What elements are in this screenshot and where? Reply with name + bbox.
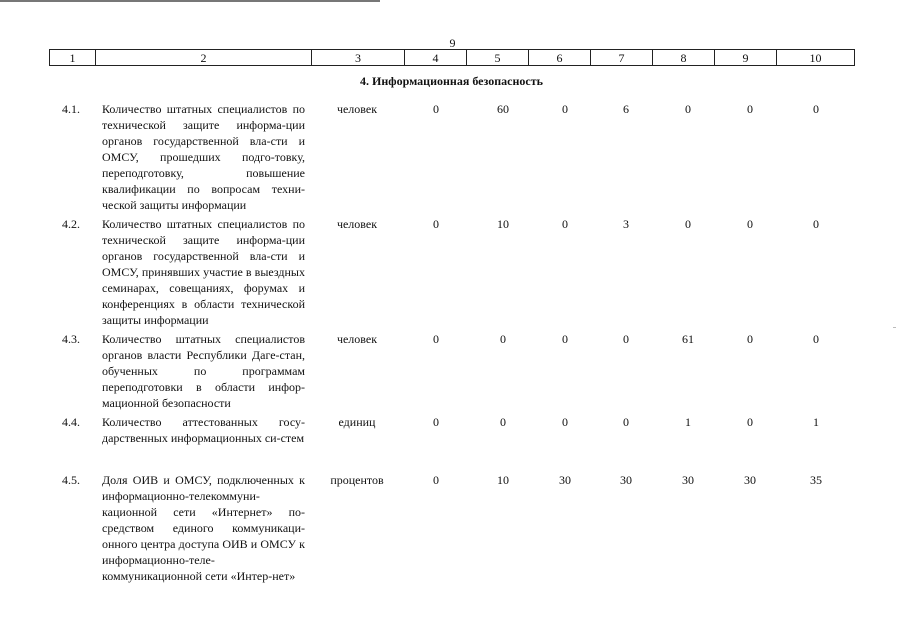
scan-edge-line — [0, 0, 380, 2]
row-value-col6: 0 — [562, 102, 568, 116]
row-value-col7: 6 — [623, 102, 629, 116]
row-value-col4: 0 — [433, 473, 439, 487]
row-value-col4: 0 — [433, 415, 439, 429]
header-col-10: 10 — [777, 50, 855, 66]
row-value-col10: 0 — [813, 332, 819, 346]
row-value-col8: 61 — [682, 332, 694, 346]
row-description: Количество штатных специалистов по технической защите информа-ции органов государственной вла-сти и ОМСУ, принявших участие в выездных семинарах, совещаниях, форумах и конференциях в области технической защиты информации — [102, 217, 305, 327]
row-value-col5: 0 — [500, 415, 506, 429]
row-value-col7: 0 — [623, 415, 629, 429]
row-value-col9: 0 — [747, 332, 753, 346]
row-number: 4.1. — [62, 102, 80, 116]
row-value-col6: 0 — [562, 332, 568, 346]
row-value-col5: 0 — [500, 332, 506, 346]
header-col-4: 4 — [405, 50, 467, 66]
row-value-col4: 0 — [433, 332, 439, 346]
row-description: Количество штатных специалистов органов власти Республики Даге-стан, обученных по программам переподготовки в области инфор-мационной безопасности — [102, 332, 305, 410]
row-value-col8: 0 — [685, 217, 691, 231]
header-col-8: 8 — [653, 50, 715, 66]
header-row — [50, 50, 855, 66]
header-col-6: 6 — [529, 50, 591, 66]
row-value-col6: 0 — [562, 415, 568, 429]
header-col-1: 1 — [50, 50, 96, 66]
page-number: 9 — [449, 36, 456, 50]
row-description: Доля ОИВ и ОМСУ, подключенных к информационно-телекоммуни-кационной сети «Интернет» по-средством единого коммуникаци-онного центра доступа ОИВ и ОМСУ к информационно-теле-коммуникационной сети «Интер-нет» — [102, 473, 305, 583]
row-value-col9: 0 — [747, 415, 753, 429]
row-value-col4: 0 — [433, 217, 439, 231]
row-number: 4.4. — [62, 415, 80, 429]
header-col-5: 5 — [467, 50, 529, 66]
row-unit: процентов — [330, 473, 384, 487]
row-number: 4.2. — [62, 217, 80, 231]
row-number: 4.3. — [62, 332, 80, 346]
row-value-col9: 30 — [744, 473, 756, 487]
row-value-col10: 0 — [813, 217, 819, 231]
row-value-col4: 0 — [433, 102, 439, 116]
scan-speck — [893, 327, 896, 328]
row-number: 4.5. — [62, 473, 80, 487]
row-value-col6: 30 — [559, 473, 571, 487]
section-title: 4. Информационная безопасность — [360, 74, 543, 88]
row-unit: человек — [336, 332, 378, 346]
row-value-col8: 0 — [685, 102, 691, 116]
header-col-3: 3 — [312, 50, 405, 66]
row-value-col6: 0 — [562, 217, 568, 231]
header-col-2: 2 — [96, 50, 312, 66]
row-description: Количество аттестованных госу-дарственных информационных си-стем — [102, 415, 305, 445]
row-value-col5: 60 — [497, 102, 509, 116]
header-col-7: 7 — [591, 50, 653, 66]
row-value-col10: 0 — [813, 102, 819, 116]
row-value-col7: 0 — [623, 332, 629, 346]
row-value-col5: 10 — [497, 217, 509, 231]
row-unit: человек — [336, 217, 378, 231]
row-value-col9: 0 — [747, 102, 753, 116]
row-value-col10: 35 — [810, 473, 822, 487]
row-value-col7: 30 — [620, 473, 632, 487]
row-unit: единиц — [338, 415, 376, 429]
header-col-9: 9 — [715, 50, 777, 66]
row-value-col10: 1 — [813, 415, 819, 429]
row-value-col5: 10 — [497, 473, 509, 487]
column-number-header — [49, 49, 855, 66]
row-value-col9: 0 — [747, 217, 753, 231]
row-description: Количество штатных специалистов по технической защите информа-ции органов государственной вла-сти и ОМСУ, прошедших подго-товку, переподготовку, повышение квалификации по вопросам техни-ческой защиты информации — [102, 102, 305, 212]
row-unit: человек — [336, 102, 378, 116]
row-value-col7: 3 — [623, 217, 629, 231]
row-value-col8: 30 — [682, 473, 694, 487]
row-value-col8: 1 — [685, 415, 691, 429]
